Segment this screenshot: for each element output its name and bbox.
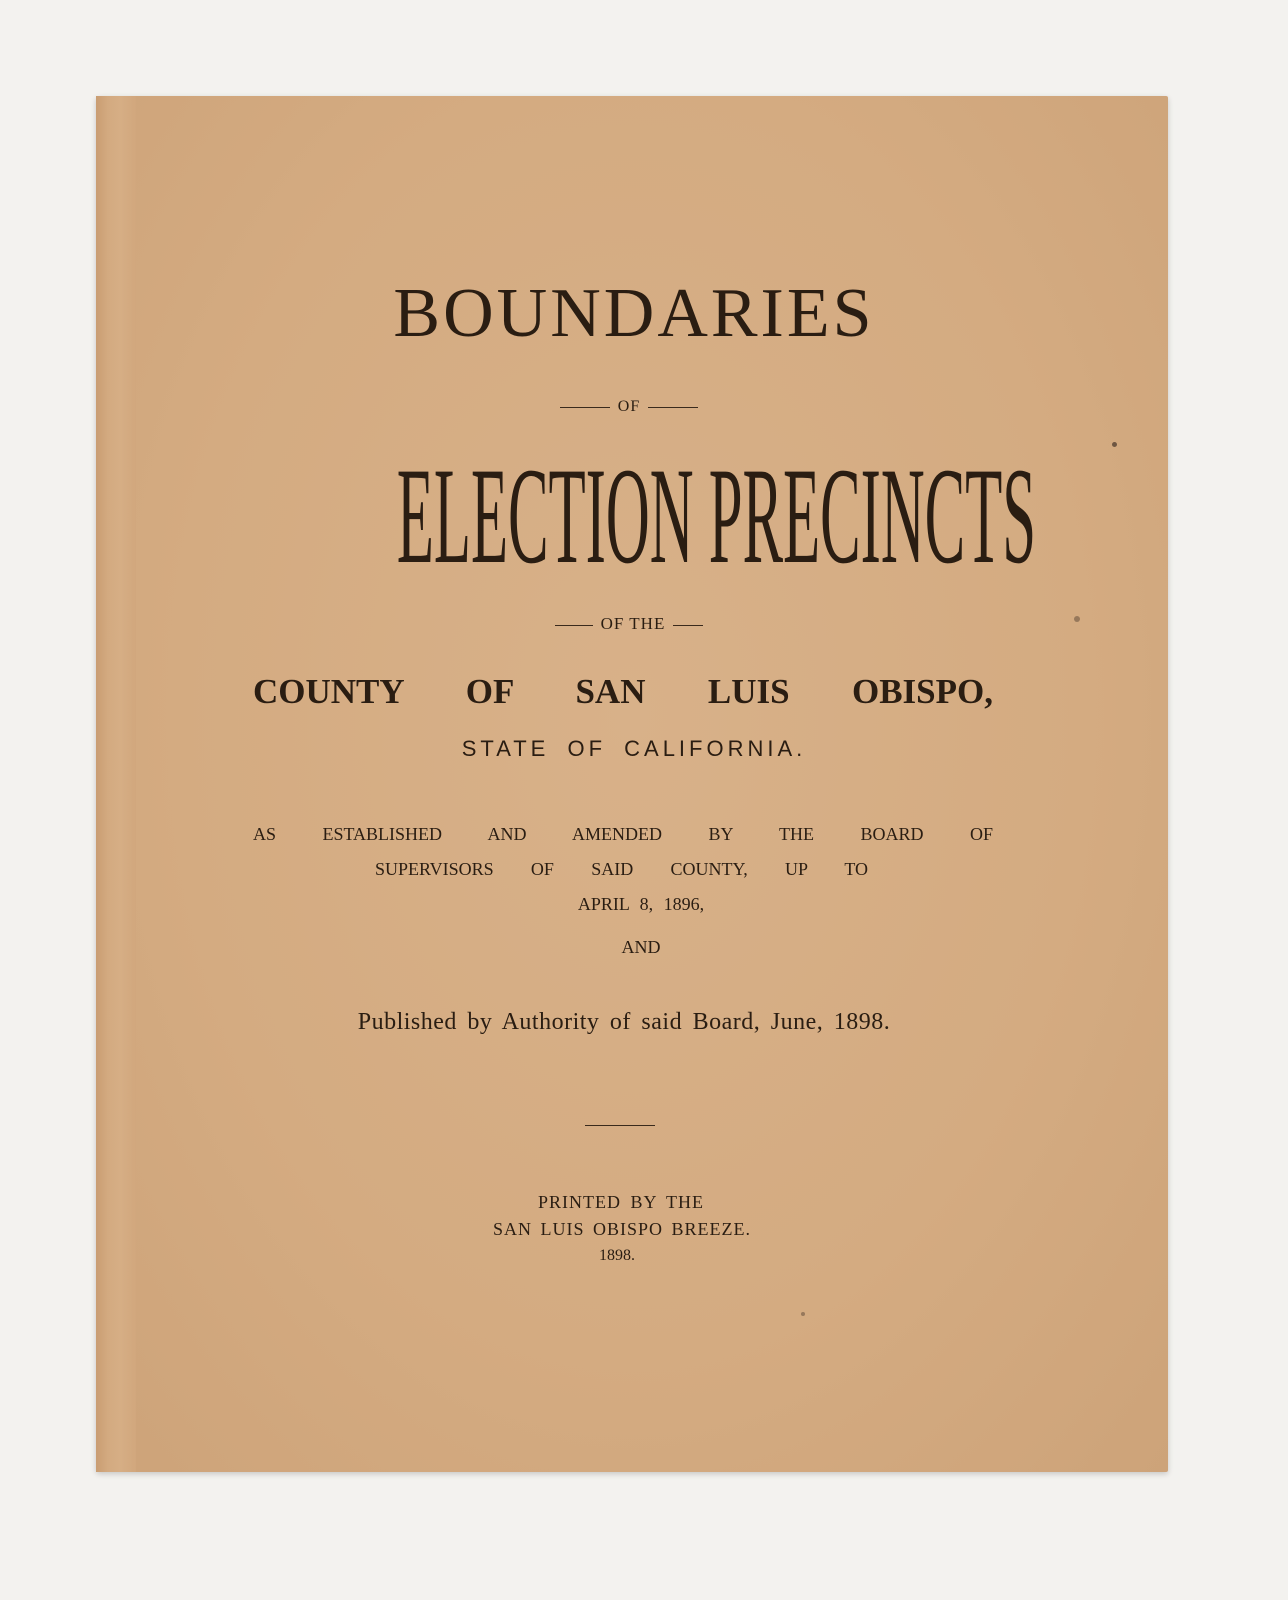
rule-right: [673, 625, 703, 626]
title-boundaries: BOUNDARIES: [393, 275, 875, 352]
state-line: STATE OF CALIFORNIA.: [461, 736, 807, 761]
title-main-text: ELECTION PRECINCTS: [396, 439, 1037, 592]
printer-year: 1898.: [599, 1247, 635, 1264]
established-line-2: SUPERVISORS OF SAID COUNTY, UP TO: [375, 859, 868, 879]
rule-right: [648, 407, 698, 408]
of-the-divider: [0, 614, 1273, 634]
established-line-1: AS ESTABLISHED AND AMENDED BY THE BOARD OF: [253, 824, 993, 844]
of-label: OF: [617, 398, 641, 415]
rule-left: [555, 625, 593, 626]
printer-line-1: PRINTED BY THE: [538, 1192, 704, 1212]
of-divider: [0, 398, 1273, 416]
published-line: Published by Authority of said Board, June, 1898.: [357, 1009, 891, 1035]
paper-speck: [801, 1312, 805, 1316]
and-line: AND: [621, 937, 661, 957]
printer-line-2: SAN LUIS OBISPO BREEZE.: [492, 1219, 752, 1239]
rule-left: [560, 407, 610, 408]
established-line-3: APRIL 8, 1896,: [577, 894, 705, 914]
of-the-label: OF THE: [600, 614, 666, 633]
county-heading: COUNTY OF SAN LUIS OBISPO,: [253, 672, 993, 711]
title-election-precincts: [0, 439, 1278, 592]
separator-rule: [585, 1125, 655, 1126]
